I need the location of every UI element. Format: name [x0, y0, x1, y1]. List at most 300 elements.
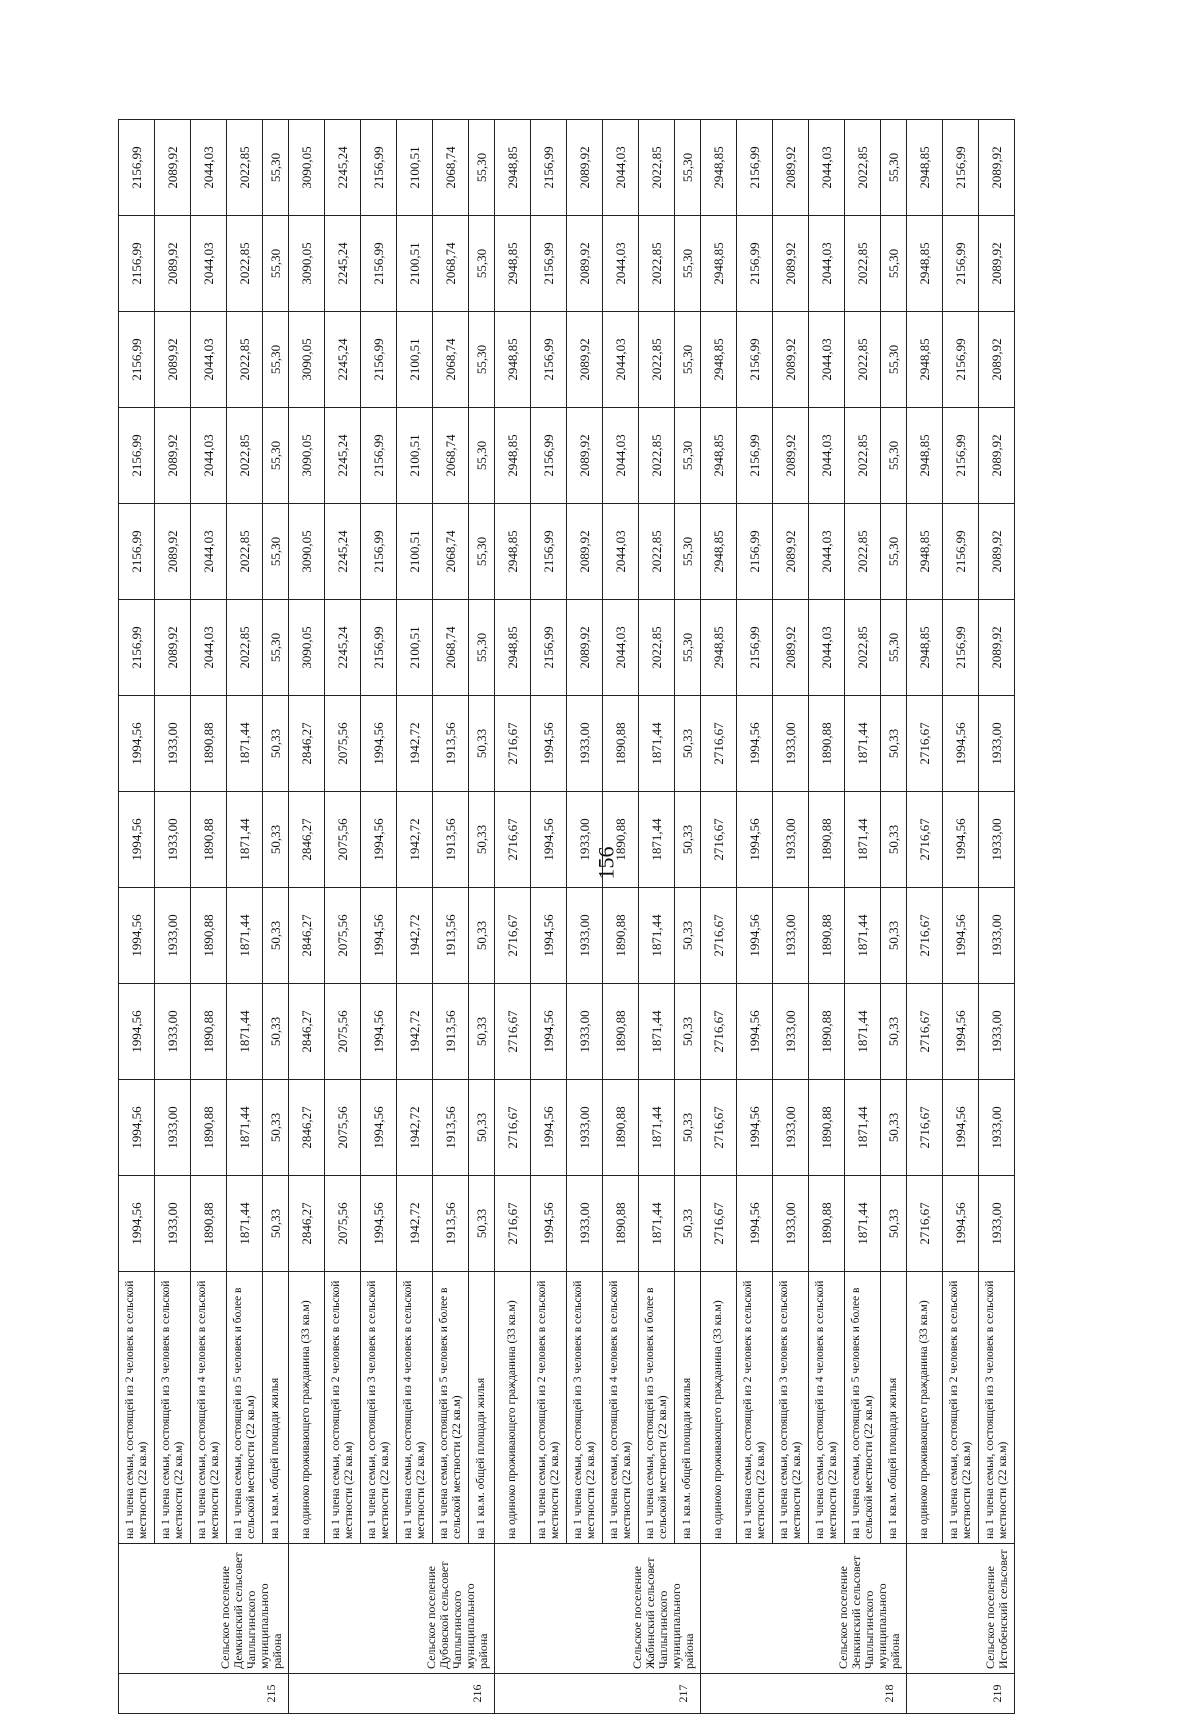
value-cell: 1933,00 — [979, 888, 1015, 984]
value-cell: 1933,00 — [773, 888, 809, 984]
value-cell: 2716,67 — [907, 888, 943, 984]
row-description: на 1 члена семьи, состоящей из 2 человек в сельской местности (22 кв.м) — [531, 1272, 567, 1544]
value-cell: 2156,99 — [119, 504, 155, 600]
value-cell: 1994,56 — [943, 792, 979, 888]
value-cell: 2089,92 — [155, 120, 191, 216]
value-cell: 2075,56 — [325, 1176, 361, 1272]
row-description: на 1 члена семьи, состоящей из 3 человек в сельской местности (22 кв.м) — [773, 1272, 809, 1544]
value-cell: 1871,44 — [639, 1080, 675, 1176]
table-row — [119, 120, 155, 1714]
value-cell: 2044,03 — [809, 216, 845, 312]
value-cell: 1994,56 — [361, 1176, 397, 1272]
value-cell: 2100,51 — [397, 600, 433, 696]
value-cell: 1933,00 — [155, 696, 191, 792]
row-description: на 1 члена семьи, состоящей из 5 человек и более в сельской местности (22 кв.м) — [227, 1272, 263, 1544]
value-cell: 2068,74 — [433, 408, 469, 504]
value-cell: 2044,03 — [603, 600, 639, 696]
value-cell: 1933,00 — [155, 792, 191, 888]
value-cell: 2100,51 — [397, 312, 433, 408]
value-cell: 2089,92 — [979, 216, 1015, 312]
value-cell: 55,30 — [675, 504, 701, 600]
value-cell: 55,30 — [675, 216, 701, 312]
value-cell: 50,33 — [675, 984, 701, 1080]
value-cell: 1890,88 — [603, 888, 639, 984]
value-cell: 55,30 — [263, 408, 289, 504]
value-cell: 1933,00 — [567, 792, 603, 888]
value-cell: 1871,44 — [227, 888, 263, 984]
value-cell: 1890,88 — [191, 696, 227, 792]
value-cell: 2044,03 — [809, 504, 845, 600]
value-cell: 50,33 — [263, 888, 289, 984]
value-cell: 50,33 — [675, 888, 701, 984]
value-cell: 1994,56 — [531, 888, 567, 984]
value-cell: 2948,85 — [907, 312, 943, 408]
value-cell: 2948,85 — [495, 312, 531, 408]
value-cell: 2716,67 — [495, 888, 531, 984]
value-cell: 2044,03 — [809, 120, 845, 216]
value-cell: 2948,85 — [495, 504, 531, 600]
value-cell: 55,30 — [263, 600, 289, 696]
table-row — [773, 120, 809, 1714]
value-cell: 2068,74 — [433, 216, 469, 312]
table-row — [567, 120, 603, 1714]
value-cell: 2022,85 — [845, 216, 881, 312]
value-cell: 3090,05 — [289, 504, 325, 600]
value-cell: 50,33 — [881, 984, 907, 1080]
value-cell: 50,33 — [675, 1080, 701, 1176]
value-cell: 1994,56 — [361, 888, 397, 984]
value-cell: 2716,67 — [907, 792, 943, 888]
value-cell: 1933,00 — [773, 696, 809, 792]
value-cell: 2948,85 — [495, 408, 531, 504]
value-cell: 1871,44 — [845, 1176, 881, 1272]
value-cell: 1933,00 — [773, 1080, 809, 1176]
value-cell: 2089,92 — [773, 408, 809, 504]
value-cell: 2022,85 — [845, 120, 881, 216]
table-row — [845, 120, 881, 1714]
value-cell: 2068,74 — [433, 600, 469, 696]
value-cell: 2948,85 — [495, 216, 531, 312]
value-cell: 55,30 — [881, 504, 907, 600]
value-cell: 1913,56 — [433, 1080, 469, 1176]
value-cell: 55,30 — [675, 600, 701, 696]
value-cell: 1994,56 — [943, 1176, 979, 1272]
settlement-number: 217 — [495, 1674, 701, 1714]
value-cell: 2156,99 — [943, 216, 979, 312]
value-cell: 2716,67 — [495, 1080, 531, 1176]
row-description: на одиноко проживающего гражданина (33 кв.м) — [495, 1272, 531, 1544]
value-cell: 2089,92 — [773, 600, 809, 696]
value-cell: 2156,99 — [119, 600, 155, 696]
settlement-name: Сельское поселение Зенкинский сельсовет Чаплыгинского муниципального района — [701, 1544, 907, 1674]
value-cell: 50,33 — [263, 984, 289, 1080]
value-cell: 1871,44 — [639, 1176, 675, 1272]
value-cell: 2948,85 — [701, 504, 737, 600]
value-cell: 2846,27 — [289, 1080, 325, 1176]
value-cell: 50,33 — [881, 696, 907, 792]
value-cell: 1994,56 — [361, 984, 397, 1080]
page-number: 156 — [593, 846, 619, 880]
value-cell: 1942,72 — [397, 792, 433, 888]
value-cell: 2245,24 — [325, 120, 361, 216]
value-cell: 2089,92 — [567, 504, 603, 600]
table-row — [943, 120, 979, 1714]
value-cell: 2156,99 — [119, 120, 155, 216]
value-cell: 1994,56 — [531, 1176, 567, 1272]
value-cell: 1994,56 — [531, 696, 567, 792]
row-description: на 1 члена семьи, состоящей из 4 человек в сельской местности (22 кв.м) — [603, 1272, 639, 1544]
value-cell: 2089,92 — [979, 408, 1015, 504]
value-cell: 2089,92 — [567, 216, 603, 312]
row-description: на 1 кв.м. общей площади жилья — [675, 1272, 701, 1544]
value-cell: 50,33 — [469, 792, 495, 888]
value-cell: 55,30 — [881, 600, 907, 696]
value-cell: 1890,88 — [191, 888, 227, 984]
settlement-name: Сельское поселение Демкинский сельсовет Чаплыгинского муниципального района — [119, 1544, 289, 1674]
value-cell: 1890,88 — [191, 1176, 227, 1272]
value-cell: 55,30 — [469, 216, 495, 312]
table-row — [531, 120, 567, 1714]
value-cell: 1933,00 — [979, 1080, 1015, 1176]
value-cell: 2022,85 — [845, 408, 881, 504]
value-cell: 1942,72 — [397, 888, 433, 984]
value-cell: 2245,24 — [325, 312, 361, 408]
value-cell: 1871,44 — [639, 792, 675, 888]
value-cell: 2044,03 — [603, 408, 639, 504]
settlement-name: Сельское поселение Жабинский сельсовет Чаплыгинского муниципального района — [495, 1544, 701, 1674]
value-cell: 2075,56 — [325, 1080, 361, 1176]
table-row — [325, 120, 361, 1714]
value-cell: 2089,92 — [567, 120, 603, 216]
row-description: на 1 члена семьи, состоящей из 3 человек в сельской местности (22 кв.м) — [567, 1272, 603, 1544]
value-cell: 55,30 — [263, 312, 289, 408]
value-cell: 1994,56 — [119, 1080, 155, 1176]
value-cell: 2156,99 — [119, 408, 155, 504]
value-cell: 2156,99 — [531, 504, 567, 600]
value-cell: 1994,56 — [531, 792, 567, 888]
value-cell: 2156,99 — [943, 408, 979, 504]
value-cell: 1913,56 — [433, 888, 469, 984]
value-cell: 1890,88 — [809, 1080, 845, 1176]
value-cell: 1913,56 — [433, 696, 469, 792]
value-cell: 2156,99 — [361, 120, 397, 216]
value-cell: 1913,56 — [433, 1176, 469, 1272]
value-cell: 2022,85 — [845, 600, 881, 696]
value-cell: 2044,03 — [191, 600, 227, 696]
value-cell: 2075,56 — [325, 792, 361, 888]
value-cell: 2716,67 — [907, 1080, 943, 1176]
value-cell: 1942,72 — [397, 1080, 433, 1176]
value-cell: 1994,56 — [943, 1080, 979, 1176]
value-cell: 1933,00 — [979, 984, 1015, 1080]
value-cell: 2044,03 — [191, 120, 227, 216]
table-row — [227, 120, 263, 1714]
value-cell: 1890,88 — [809, 696, 845, 792]
value-cell: 2948,85 — [701, 600, 737, 696]
value-cell: 2044,03 — [603, 216, 639, 312]
value-cell: 2846,27 — [289, 888, 325, 984]
table-row — [263, 120, 289, 1714]
value-cell: 1994,56 — [119, 888, 155, 984]
value-cell: 1933,00 — [567, 696, 603, 792]
value-cell: 2156,99 — [361, 600, 397, 696]
value-cell: 50,33 — [469, 1176, 495, 1272]
value-cell: 2100,51 — [397, 504, 433, 600]
value-cell: 2022,85 — [845, 312, 881, 408]
value-cell: 1933,00 — [979, 792, 1015, 888]
value-cell: 2716,67 — [495, 1176, 531, 1272]
value-cell: 2022,85 — [639, 216, 675, 312]
settlement-number: 215 — [119, 1674, 289, 1714]
value-cell: 2156,99 — [737, 600, 773, 696]
value-cell: 2089,92 — [979, 120, 1015, 216]
row-description: на 1 члена семьи, состоящей из 2 человек в сельской местности (22 кв.м) — [325, 1272, 361, 1544]
value-cell: 1871,44 — [639, 696, 675, 792]
value-cell: 2100,51 — [397, 120, 433, 216]
value-cell: 2156,99 — [531, 120, 567, 216]
value-cell: 2022,85 — [639, 312, 675, 408]
value-cell: 1871,44 — [845, 792, 881, 888]
value-cell: 2075,56 — [325, 888, 361, 984]
value-cell: 2846,27 — [289, 1176, 325, 1272]
value-cell: 2044,03 — [809, 312, 845, 408]
value-cell: 2846,27 — [289, 984, 325, 1080]
value-cell: 1871,44 — [845, 888, 881, 984]
value-cell: 2089,92 — [979, 600, 1015, 696]
value-cell: 3090,05 — [289, 216, 325, 312]
value-cell: 2044,03 — [809, 600, 845, 696]
table-row — [603, 120, 639, 1714]
row-description: на 1 члена семьи, состоящей из 4 человек в сельской местности (22 кв.м) — [809, 1272, 845, 1544]
value-cell: 1871,44 — [845, 696, 881, 792]
value-cell: 2948,85 — [701, 312, 737, 408]
value-cell: 2948,85 — [907, 216, 943, 312]
value-cell: 50,33 — [881, 1176, 907, 1272]
value-cell: 50,33 — [469, 1080, 495, 1176]
value-cell: 55,30 — [675, 120, 701, 216]
value-cell: 50,33 — [469, 888, 495, 984]
table-row — [809, 120, 845, 1714]
table-row — [361, 120, 397, 1714]
value-cell: 50,33 — [881, 888, 907, 984]
value-cell: 2044,03 — [809, 408, 845, 504]
value-cell: 2948,85 — [907, 120, 943, 216]
value-cell: 2846,27 — [289, 792, 325, 888]
value-cell: 2044,03 — [603, 312, 639, 408]
value-cell: 55,30 — [469, 120, 495, 216]
table-row — [433, 120, 469, 1714]
value-cell: 1890,88 — [809, 1176, 845, 1272]
value-cell: 2245,24 — [325, 216, 361, 312]
value-cell: 1933,00 — [567, 1080, 603, 1176]
value-cell: 1890,88 — [603, 1176, 639, 1272]
value-cell: 2156,99 — [737, 216, 773, 312]
value-cell: 2716,67 — [907, 696, 943, 792]
value-cell: 50,33 — [263, 1176, 289, 1272]
value-cell: 1933,00 — [155, 1176, 191, 1272]
value-cell: 2089,92 — [979, 504, 1015, 600]
value-cell: 2089,92 — [567, 408, 603, 504]
value-cell: 55,30 — [675, 408, 701, 504]
table-row — [675, 120, 701, 1714]
value-cell: 1871,44 — [227, 1176, 263, 1272]
value-cell: 2089,92 — [773, 312, 809, 408]
settlement-number: 219 — [907, 1674, 1015, 1714]
value-cell: 2022,85 — [227, 600, 263, 696]
value-cell: 1890,88 — [191, 792, 227, 888]
value-cell: 2022,85 — [227, 408, 263, 504]
value-cell: 2716,67 — [701, 1176, 737, 1272]
value-cell: 50,33 — [881, 1080, 907, 1176]
value-cell: 55,30 — [263, 120, 289, 216]
value-cell: 3090,05 — [289, 312, 325, 408]
value-cell: 2716,67 — [701, 792, 737, 888]
value-cell: 55,30 — [263, 504, 289, 600]
value-cell: 50,33 — [675, 696, 701, 792]
value-cell: 1994,56 — [361, 792, 397, 888]
value-cell: 2156,99 — [531, 600, 567, 696]
value-cell: 1994,56 — [737, 1080, 773, 1176]
value-cell: 1942,72 — [397, 696, 433, 792]
row-description: на одиноко проживающего гражданина (33 кв.м) — [907, 1272, 943, 1544]
value-cell: 1871,44 — [227, 984, 263, 1080]
value-cell: 50,33 — [263, 792, 289, 888]
value-cell: 1933,00 — [155, 888, 191, 984]
value-cell: 2156,99 — [531, 408, 567, 504]
value-cell: 50,33 — [675, 1176, 701, 1272]
value-cell: 2089,92 — [773, 504, 809, 600]
value-cell: 2089,92 — [773, 120, 809, 216]
value-cell: 1994,56 — [943, 696, 979, 792]
table-row — [191, 120, 227, 1714]
value-cell: 1890,88 — [191, 984, 227, 1080]
value-cell: 2022,85 — [227, 216, 263, 312]
value-cell: 1890,88 — [809, 888, 845, 984]
value-cell: 2716,67 — [701, 1080, 737, 1176]
value-cell: 2089,92 — [773, 216, 809, 312]
value-cell: 1871,44 — [639, 984, 675, 1080]
value-cell: 2100,51 — [397, 408, 433, 504]
table-row — [881, 120, 907, 1714]
value-cell: 2948,85 — [495, 120, 531, 216]
value-cell: 2716,67 — [495, 792, 531, 888]
value-cell: 2156,99 — [119, 216, 155, 312]
value-cell: 2948,85 — [495, 600, 531, 696]
value-cell: 2156,99 — [361, 216, 397, 312]
value-cell: 1994,56 — [119, 984, 155, 1080]
value-cell: 2156,99 — [737, 120, 773, 216]
value-cell: 2022,85 — [639, 600, 675, 696]
value-cell: 1933,00 — [773, 1176, 809, 1272]
value-cell: 2245,24 — [325, 504, 361, 600]
value-cell: 2044,03 — [191, 408, 227, 504]
value-cell: 2716,67 — [701, 696, 737, 792]
value-cell: 2948,85 — [701, 120, 737, 216]
value-cell: 2089,92 — [155, 600, 191, 696]
value-cell: 1994,56 — [119, 696, 155, 792]
value-cell: 1994,56 — [361, 1080, 397, 1176]
value-cell: 2245,24 — [325, 408, 361, 504]
value-cell: 1913,56 — [433, 984, 469, 1080]
value-cell: 1933,00 — [155, 984, 191, 1080]
row-description: на 1 члена семьи, состоящей из 3 человек в сельской местности (22 кв.м) — [979, 1272, 1015, 1544]
value-cell: 50,33 — [881, 792, 907, 888]
value-cell: 1933,00 — [567, 984, 603, 1080]
value-cell: 2948,85 — [907, 600, 943, 696]
value-cell: 2716,67 — [495, 696, 531, 792]
value-cell: 2044,03 — [603, 504, 639, 600]
row-description: на одиноко проживающего гражданина (33 кв.м) — [701, 1272, 737, 1544]
value-cell: 55,30 — [469, 504, 495, 600]
value-cell: 1933,00 — [773, 984, 809, 1080]
value-cell: 50,33 — [469, 696, 495, 792]
table-row — [289, 120, 325, 1714]
row-description: на 1 члена семьи, состоящей из 4 человек в сельской местности (22 кв.м) — [397, 1272, 433, 1544]
value-cell: 2089,92 — [979, 312, 1015, 408]
settlement-name: Сельское поселение Дубовской сельсовет Чаплыгинского муниципального района — [289, 1544, 495, 1674]
value-cell: 2022,85 — [227, 504, 263, 600]
value-cell: 2075,56 — [325, 984, 361, 1080]
value-cell: 50,33 — [263, 1080, 289, 1176]
value-cell: 55,30 — [881, 408, 907, 504]
value-cell: 1871,44 — [845, 1080, 881, 1176]
row-description: на 1 члена семьи, состоящей из 5 человек и более в сельской местности (22 кв.м) — [639, 1272, 675, 1544]
value-cell: 1933,00 — [773, 792, 809, 888]
row-description: на 1 члена семьи, состоящей из 2 человек в сельской местности (22 кв.м) — [119, 1272, 155, 1544]
value-cell: 2022,85 — [639, 504, 675, 600]
value-cell: 1871,44 — [227, 696, 263, 792]
value-cell: 2156,99 — [943, 312, 979, 408]
value-cell: 1994,56 — [361, 696, 397, 792]
value-cell: 1994,56 — [737, 696, 773, 792]
row-description: на 1 члена семьи, состоящей из 3 человек в сельской местности (22 кв.м) — [361, 1272, 397, 1544]
rotated-table-container — [118, 124, 1066, 1714]
value-cell: 1890,88 — [603, 696, 639, 792]
value-cell: 2075,56 — [325, 696, 361, 792]
value-cell: 2156,99 — [943, 504, 979, 600]
table-row — [979, 120, 1015, 1714]
value-cell: 50,33 — [469, 984, 495, 1080]
table-row — [639, 120, 675, 1714]
value-cell: 1994,56 — [737, 984, 773, 1080]
value-cell: 1913,56 — [433, 792, 469, 888]
value-cell: 1871,44 — [845, 984, 881, 1080]
value-cell: 55,30 — [881, 120, 907, 216]
settlement-number: 216 — [289, 1674, 495, 1714]
value-cell: 2948,85 — [701, 216, 737, 312]
value-cell: 55,30 — [469, 312, 495, 408]
value-cell: 2044,03 — [191, 216, 227, 312]
value-cell: 2022,85 — [227, 312, 263, 408]
value-cell: 2156,99 — [737, 312, 773, 408]
value-cell: 2089,92 — [155, 504, 191, 600]
value-cell: 1871,44 — [227, 1080, 263, 1176]
row-description: на 1 члена семьи, состоящей из 5 человек и более в сельской местности (22 кв.м) — [433, 1272, 469, 1544]
value-cell: 2068,74 — [433, 504, 469, 600]
value-cell: 2089,92 — [567, 312, 603, 408]
row-description: на 1 члена семьи, состоящей из 3 человек в сельской местности (22 кв.м) — [155, 1272, 191, 1544]
row-description: на 1 кв.м. общей площади жилья — [469, 1272, 495, 1544]
value-cell: 1942,72 — [397, 984, 433, 1080]
row-description: на 1 кв.м. общей площади жилья — [263, 1272, 289, 1544]
value-cell: 2089,92 — [155, 216, 191, 312]
value-cell: 2156,99 — [119, 312, 155, 408]
row-description: на 1 члена семьи, состоящей из 2 человек в сельской местности (22 кв.м) — [737, 1272, 773, 1544]
table-row — [701, 120, 737, 1714]
value-cell: 55,30 — [881, 312, 907, 408]
value-cell: 2068,74 — [433, 120, 469, 216]
value-cell: 2716,67 — [907, 984, 943, 1080]
